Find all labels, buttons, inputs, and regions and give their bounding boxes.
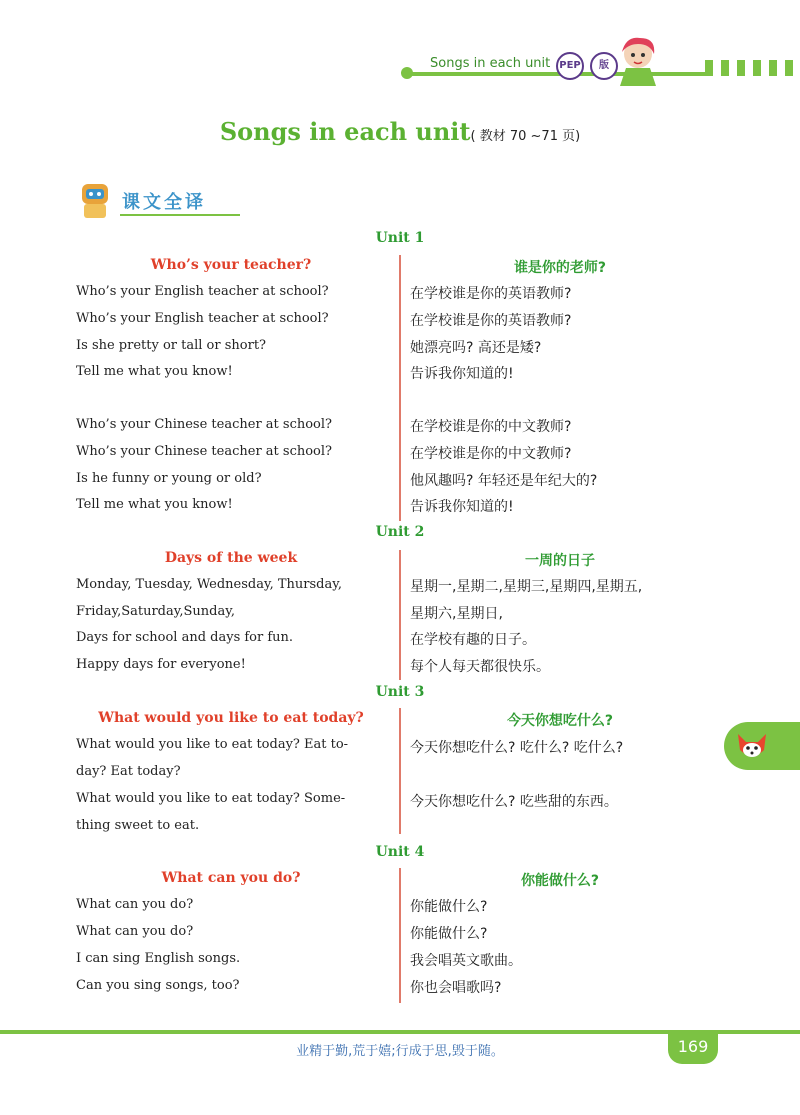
fox-icon (734, 728, 770, 764)
lyric-line-en: What can you do? (76, 897, 194, 912)
column-divider-1 (399, 255, 401, 521)
lyric-line-en: What would you like to eat today? Some- (76, 791, 346, 806)
lyric-line-en: I can sing English songs. (76, 951, 241, 966)
lyric-line-cn: 星期六,星期日, (410, 606, 503, 622)
lyric-line-en: What can you do? (76, 924, 194, 939)
unit-1-title-cn: 谁是你的老师? (513, 260, 607, 276)
header-dot (401, 67, 413, 79)
unit-1-title-en: Who’s your teacher? (150, 257, 312, 273)
unit-4-heading: Unit 4 (375, 844, 425, 860)
lyric-line-cn: 告诉我你知道的! (410, 499, 514, 515)
footer-motto: 业精于勤,荒于嬉;行成于思,毁于随。 (296, 1044, 504, 1059)
lyric-line-en: day? Eat today? (76, 764, 181, 779)
section-tag (76, 180, 246, 220)
lyric-line-cn: 在学校谁是你的英语教师? (410, 313, 572, 329)
unit-3-title-en: What would you like to eat today? (98, 710, 364, 726)
column-divider-2 (399, 550, 401, 680)
column-divider-3 (399, 708, 401, 834)
lyric-line-cn: 在学校谁是你的中文教师? (410, 419, 572, 435)
header-title: Songs in each unit (430, 56, 551, 71)
lyric-line-cn: 我会唱英文歌曲。 (410, 953, 522, 969)
pep-badge: PEP (556, 52, 584, 80)
lyric-line-en: Happy days for everyone! (76, 657, 246, 672)
lyric-line-en: Who’s your English teacher at school? (76, 311, 329, 326)
page-title-en: Songs in each unit (219, 117, 471, 146)
unit-3-heading: Unit 3 (375, 684, 425, 700)
robot-icon (76, 180, 116, 220)
section-underline (120, 214, 240, 216)
lyric-line-en: Friday,Saturday,Sunday, (76, 604, 235, 619)
unit-4-title-en: What can you do? (161, 870, 301, 886)
cartoon-girl-icon (612, 34, 666, 86)
page-header (0, 0, 800, 90)
lyric-line-en: Tell me what you know! (76, 364, 233, 379)
lyric-line-cn: 告诉我你知道的! (410, 366, 514, 382)
lyric-line-cn: 在学校谁是你的英语教师? (410, 286, 572, 302)
lyric-line-en: Is she pretty or tall or short? (76, 338, 267, 353)
lyric-line-cn: 你能做什么? (410, 926, 488, 942)
lyric-line-en: Days for school and days for fun. (76, 630, 294, 645)
lyric-line-en: Who’s your Chinese teacher at school? (76, 444, 333, 459)
page-number: 169 (668, 1032, 718, 1064)
lyric-line-cn: 每个人每天都很快乐。 (410, 659, 550, 675)
lyric-line-en: Monday, Tuesday, Wednesday, Thursday, (76, 577, 342, 592)
unit-4-title-cn: 你能做什么? (520, 873, 600, 889)
header-checker-pattern (705, 60, 800, 76)
lyric-line-en: thing sweet to eat. (76, 818, 200, 833)
lyric-line-cn: 你能做什么? (410, 899, 488, 915)
lyric-line-cn: 在学校谁是你的中文教师? (410, 446, 572, 462)
lyric-line-cn: 你也会唱歌吗? (410, 980, 502, 996)
unit-2-title-cn: 一周的日子 (525, 553, 595, 569)
lyric-line-cn: 他风趣吗? 年轻还是年纪大的? (410, 473, 598, 489)
lyric-line-en: What would you like to eat today? Eat to- (76, 737, 349, 752)
lyric-line-en: Is he funny or young or old? (76, 471, 262, 486)
edition-badge: 版 (590, 52, 618, 80)
lyric-line-en: Tell me what you know! (76, 497, 233, 512)
lyric-line-en: Who’s your Chinese teacher at school? (76, 417, 333, 432)
lyric-line-cn: 星期一,星期二,星期三,星期四,星期五, (410, 579, 643, 595)
page-title (0, 117, 800, 146)
section-label: 课文全译 (122, 192, 206, 213)
lyric-line-cn: 她漂亮吗? 高还是矮? (410, 340, 542, 356)
unit-2-heading: Unit 2 (375, 524, 425, 540)
column-divider-4 (399, 868, 401, 1003)
unit-1-heading: Unit 1 (375, 230, 425, 246)
lyric-line-en: Who’s your English teacher at school? (76, 284, 329, 299)
lyric-line-cn: 今天你想吃什么? 吃些甜的东西。 (410, 794, 618, 810)
unit-3-title-cn: 今天你想吃什么? (506, 713, 614, 729)
lyric-line-en: Can you sing songs, too? (76, 978, 240, 993)
lyric-line-cn: 今天你想吃什么? 吃什么? 吃什么? (410, 740, 624, 756)
lyric-line-cn: 在学校有趣的日子。 (410, 632, 536, 648)
unit-2-title-en: Days of the week (164, 550, 298, 566)
page-title-cn: ( 教材 70 ~71 页) (470, 129, 581, 144)
